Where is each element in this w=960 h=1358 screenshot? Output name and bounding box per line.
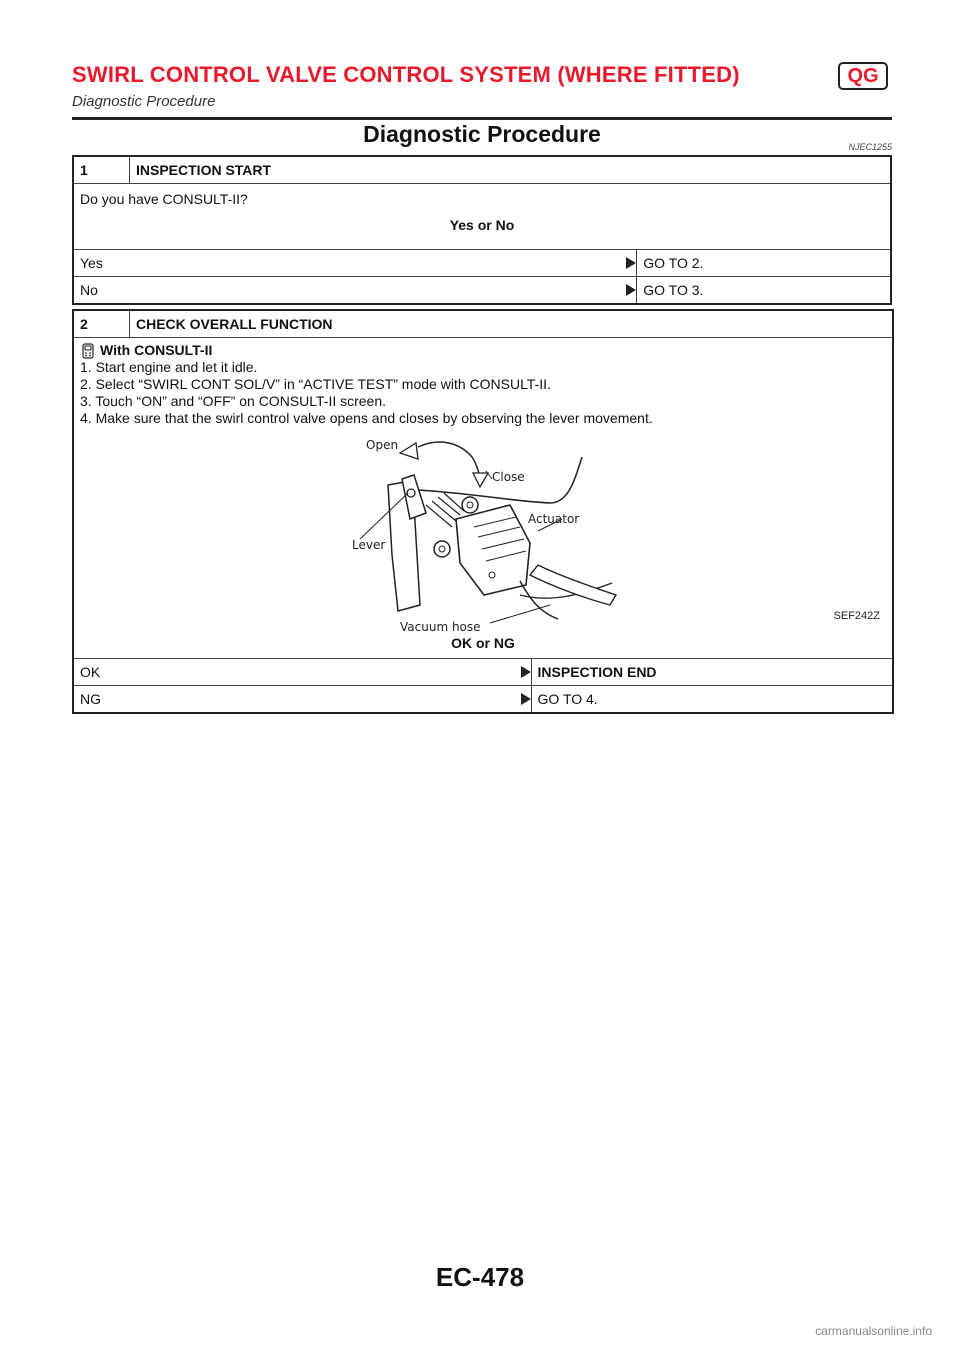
step-1-body	[73, 184, 891, 250]
step-2-heading: CHECK OVERALL FUNCTION	[130, 310, 894, 338]
step-1-number: 1	[73, 156, 130, 184]
step-1-choice-label: Yes or No	[449, 217, 515, 233]
section-badge: QG	[838, 62, 888, 90]
step-1-question: Do you have CONSULT-II?	[80, 191, 248, 207]
step-2-result-ok	[73, 659, 893, 686]
page-number: EC-478	[435, 1262, 525, 1292]
step-1-table	[72, 155, 892, 305]
step-1-result-no	[73, 277, 891, 305]
step-2-body	[73, 338, 893, 659]
figure-code: SEF242Z	[833, 610, 880, 623]
header-divider	[72, 117, 892, 120]
step-2-subheading: With CONSULT-II	[100, 342, 213, 358]
step-2-line-3: 3. Touch “ON” and “OFF” on CONSULT-II screen.	[80, 393, 387, 410]
result-action: GO TO 4.	[531, 686, 893, 714]
step-2-line-1: 1. Start engine and let it idle.	[80, 359, 258, 376]
step-2-line-4: 4. Make sure that the swirl control valve opens and closes by observing the lever movement.	[80, 410, 653, 427]
arrow-right-icon	[626, 284, 636, 296]
step-2-choice-label: OK or NG	[451, 635, 515, 652]
arrow-right-icon	[626, 257, 636, 269]
step-2-table	[72, 309, 894, 714]
swirl-valve-diagram	[80, 435, 886, 633]
close-label: Close	[492, 470, 525, 485]
step-1-header	[73, 156, 891, 184]
arrow-right-icon	[521, 666, 531, 678]
step-2-line-2: 2. Select “SWIRL CONT SOL/V” in “ACTIVE TEST” mode with CONSULT-II.	[80, 376, 551, 393]
document-code: NJEC1255	[848, 142, 892, 152]
step-1-result-yes	[73, 250, 891, 277]
step-2-number: 2	[73, 310, 130, 338]
vacuum-hose-label: Vacuum hose	[400, 620, 481, 634]
consult-tool-icon	[80, 343, 96, 359]
result-label: OK	[80, 664, 101, 681]
result-label: Yes	[80, 255, 103, 271]
result-label: No	[80, 282, 98, 298]
result-label: NG	[80, 691, 101, 708]
result-action: INSPECTION END	[531, 659, 893, 686]
result-action: GO TO 3.	[637, 277, 891, 305]
lever-label: Lever	[352, 538, 386, 553]
result-action: GO TO 2.	[637, 250, 891, 277]
section-subtitle: Diagnostic Procedure	[72, 93, 216, 110]
step-2-subheading-row	[80, 342, 886, 359]
actuator-label: Actuator	[528, 512, 580, 527]
section-title: SWIRL CONTROL VALVE CONTROL SYSTEM (WHERE FITTED)	[72, 62, 740, 87]
step-1-heading: INSPECTION START	[130, 156, 892, 184]
page-title: Diagnostic Procedure	[363, 121, 601, 147]
step-2-header	[73, 310, 893, 338]
swirl-valve-figure	[80, 435, 886, 633]
step-2-result-ng	[73, 686, 893, 714]
arrow-right-icon	[521, 693, 531, 705]
watermark: carmanualsonline.info	[815, 1324, 932, 1338]
open-label: Open	[366, 438, 399, 453]
